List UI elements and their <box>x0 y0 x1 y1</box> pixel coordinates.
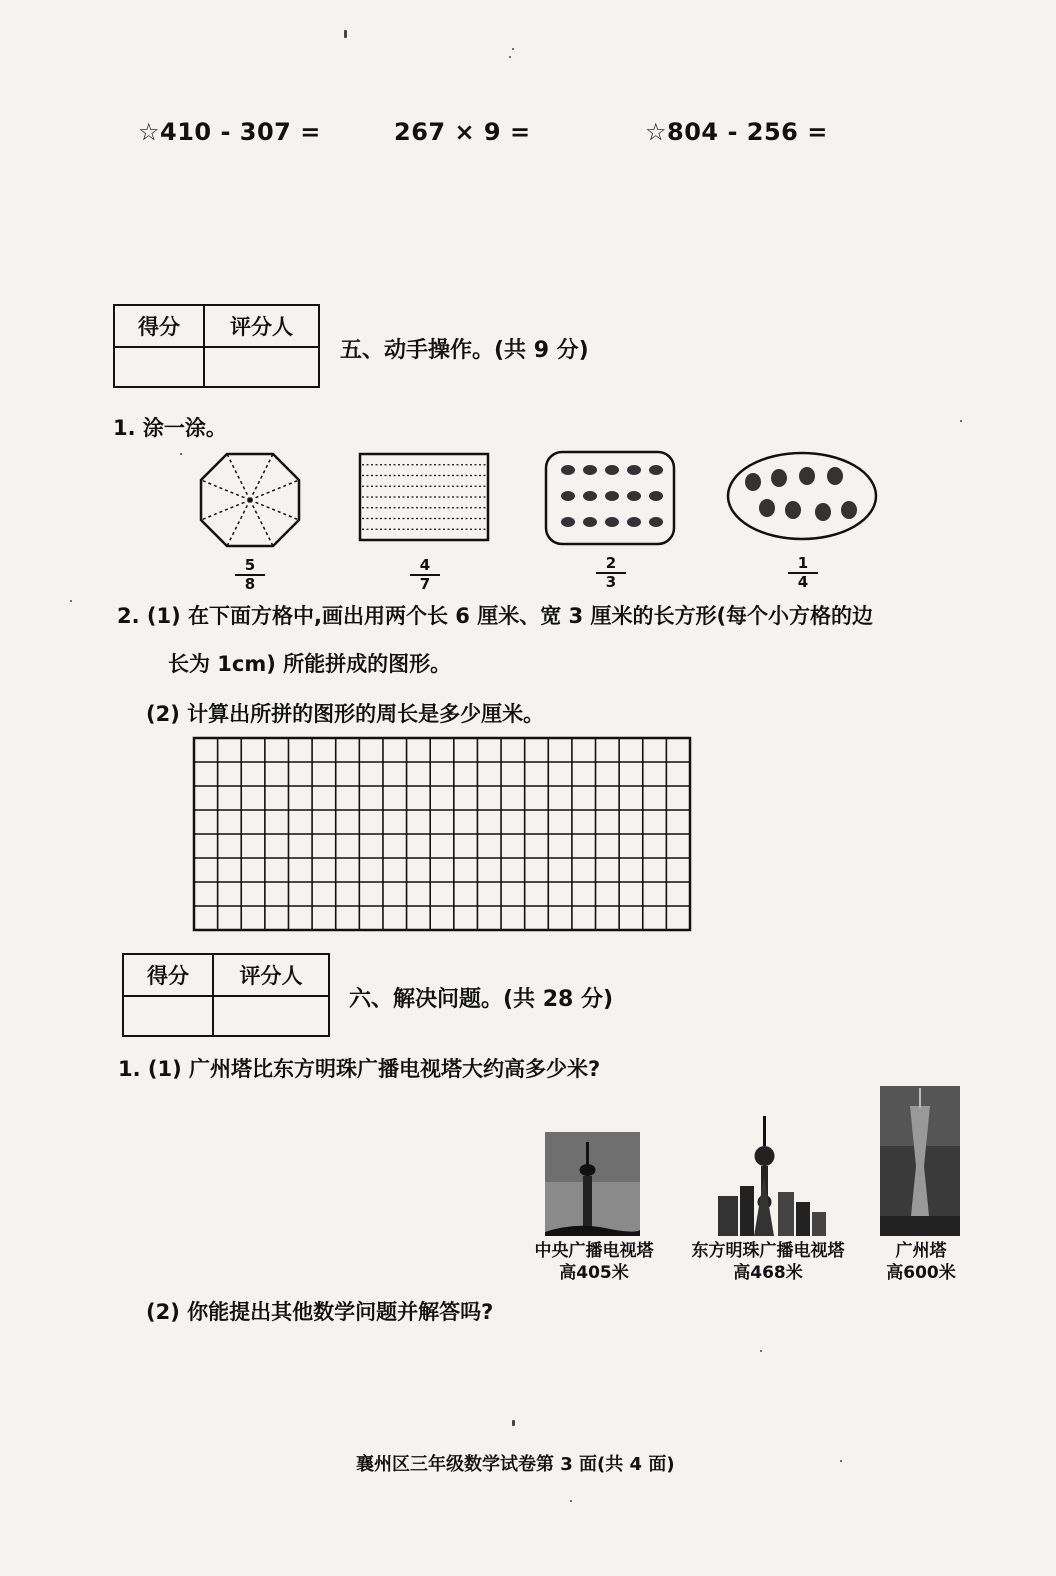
scan-speck <box>570 1500 572 1502</box>
calc-3 <box>645 118 828 146</box>
canton-tower-image <box>880 1086 960 1236</box>
rectangle-shape[interactable] <box>358 452 490 542</box>
tower-name: 东方明珠广播电视塔 <box>691 1241 845 1261</box>
oriental-pearl-tower-image <box>718 1116 828 1236</box>
scan-speck <box>70 600 72 602</box>
page-footer: 襄州区三年级数学试卷第 3 面(共 4 面) <box>356 1454 675 1475</box>
section5-q2-line2: 长为 1cm) 所能拼成的图形。 <box>168 652 452 676</box>
section5-title: 五、动手操作。(共 9 分) <box>340 338 589 363</box>
scan-speck <box>512 48 514 50</box>
grader-label: 评分人 <box>204 305 319 347</box>
drawing-grid[interactable] <box>192 736 692 932</box>
scan-speck <box>512 1420 515 1426</box>
fraction-denominator: 3 <box>605 573 617 591</box>
fraction-1 <box>235 557 265 593</box>
scan-speck <box>760 1350 762 1352</box>
section6-q1-part1: 1. (1) 广州塔比东方明珠广播电视塔大约高多少米? <box>118 1057 601 1081</box>
star-icon: ☆ <box>645 118 668 146</box>
octagon-shape[interactable] <box>195 450 305 550</box>
fraction-4 <box>788 555 818 591</box>
fraction-denominator: 7 <box>419 575 431 593</box>
fraction-denominator: 4 <box>797 573 809 591</box>
calc-1-expr: 410 - 307 = <box>160 118 321 146</box>
tower-height: 高468米 <box>733 1263 803 1283</box>
score-cell[interactable] <box>123 996 213 1036</box>
fraction-denominator: 8 <box>244 575 256 593</box>
tower-height: 高600米 <box>886 1263 956 1283</box>
score-label: 得分 <box>114 305 204 347</box>
fraction-numerator: 4 <box>410 557 440 576</box>
fraction-numerator: 1 <box>788 555 818 574</box>
tower-name: 广州塔 <box>895 1241 947 1261</box>
section5-q2-line1: 2. (1) 在下面方格中,画出用两个长 6 厘米、宽 3 厘米的长方形(每个小方格的边 <box>117 604 874 628</box>
score-box-section5 <box>113 304 320 388</box>
fraction-numerator: 2 <box>596 555 626 574</box>
cctv-tower-image <box>545 1132 640 1236</box>
tower-caption-oriental-pearl <box>678 1240 858 1284</box>
oval-shape[interactable] <box>725 450 879 542</box>
fraction-2 <box>410 557 440 593</box>
tower-height: 高405米 <box>559 1263 629 1283</box>
tower-caption-cctv <box>519 1240 669 1284</box>
fraction-3 <box>596 555 626 591</box>
scan-speck <box>509 56 511 58</box>
tower-caption-canton <box>876 1240 966 1284</box>
tower-name: 中央广播电视塔 <box>534 1241 654 1261</box>
rounded-rect-shape[interactable] <box>544 450 676 546</box>
section6-title: 六、解决问题。(共 28 分) <box>349 987 614 1012</box>
section5-q2-part2: (2) 计算出所拼的图形的周长是多少厘米。 <box>146 702 545 726</box>
scan-speck <box>344 30 347 38</box>
score-cell[interactable] <box>114 347 204 387</box>
grader-label: 评分人 <box>213 954 329 996</box>
scan-speck <box>180 453 182 455</box>
calc-3-expr: 804 - 256 = <box>667 118 828 146</box>
grader-cell[interactable] <box>204 347 319 387</box>
score-box-section6 <box>122 953 330 1037</box>
section6-q1-part2: (2) 你能提出其他数学问题并解答吗? <box>146 1300 494 1324</box>
scan-speck <box>960 420 962 422</box>
grader-cell[interactable] <box>213 996 329 1036</box>
score-label: 得分 <box>123 954 213 996</box>
calc-1 <box>138 118 321 146</box>
scan-speck <box>840 1460 842 1462</box>
calc-2-expr: 267 × 9 = <box>394 118 531 146</box>
calc-2 <box>394 118 531 146</box>
section5-q1: 1. 涂一涂。 <box>113 416 227 440</box>
strawberry-icon <box>561 465 663 475</box>
fraction-numerator: 5 <box>235 557 265 576</box>
star-icon: ☆ <box>138 118 161 146</box>
